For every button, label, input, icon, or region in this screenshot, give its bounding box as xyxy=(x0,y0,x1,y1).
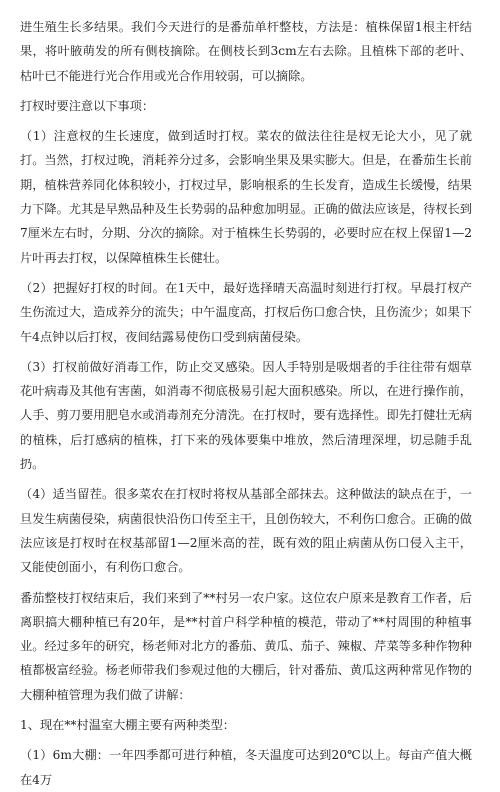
paragraph-note-4: （4）适当留茬。很多菜农在打杈时将杈从基部全部抹去。这种做法的缺点在于，一旦发生病菌侵染，病菌很快沿伤口传至主干，且创伤较大，不利伤口愈合。正确的做法应该是打杈时在杈基部留1—2厘米高的茬，既有效的阻止病菌从伤口侵入主干，又能使创面小，有利伤口愈合。 xyxy=(20,487,472,575)
paragraph-visit: 番茄整枝打杈结束后，我们来到了**村另一农户家。这位农户原来是教育工作者，后离职搞大棚种植已有20年，是**村首户科学种植的模范，带动了**村周围的种植事业。经过多年的研究，杨老师对北方的番茄、黄瓜、茄子、辣椒、芹菜等多种作物种植都极富经验。杨老师带我们参观过他的大棚后，针对番茄、黄瓜这两种常见作物的大棚种植管理为我们做了讲解： xyxy=(20,590,472,702)
section-heading-greenhouse-types: 1、现在**村温室大棚主要有两种类型： xyxy=(20,718,235,733)
section-heading-pruning-notes: 打杈时要注意以下事项： xyxy=(20,98,155,113)
paragraph-greenhouse-6m: （1）6m大棚：一年四季都可进行种植，冬天温度可达到20℃以上。每亩产值大概在4万 xyxy=(20,748,472,787)
paragraph-note-3: （3）打杈前做好消毒工作，防止交叉感染。因人手特别是吸烟者的手往往带有烟草花叶病毒及其他有害菌，如消毒不彻底极易引起大面积感染。所以，在进行操作前，人手、剪刀要用肥皂水或消毒剂充分清洗。在打杈时，要有选择性。即先打健壮无病的植株，后打感病的植株，打下来的残体要集中堆放，然后清理深埋，切忌随手乱扔。 xyxy=(20,359,472,472)
paragraph-intro: 进生殖生长多结果。我们今天进行的是番茄单杆整枝，方法是：植株保留1根主杆结果，将叶腋萌发的所有侧枝摘除。在侧枝长到3cm左右去除。且植株下部的老叶、枯叶已不能进行光合作用或光合作用较弱，可以摘除。 xyxy=(20,20,472,83)
paragraph-note-1: （1）注意杈的生长速度，做到适时打杈。菜农的做法往往是杈无论大小，见了就打。当然，打杈过晚，消耗养分过多，会影响坐果及果实膨大。但是，在番茄生长前期，植株营养同化体积较小，打杈过早，影响根系的生长发育，造成生长缓慢，结果力下降。尤其是早熟品种及生长势弱的品种愈加明显。正确的做法应该是，待杈长到7厘米左右时，分期、分次的摘除。对于植株生长势弱的，必要时应在杈上保留1—2片叶再去打杈，以保障植株生长健壮。 xyxy=(20,129,472,265)
paragraph-note-2: （2）把握好打杈的时间。在1天中，最好选择晴天高温时刻进行打杈。早晨打杈产生伤流过大，造成养分的流失；中午温度高，打杈后伤口愈合快，且伤流少；如果下午4点钟以后打杈，夜间结露易使伤口受到病菌侵染。 xyxy=(20,280,472,344)
